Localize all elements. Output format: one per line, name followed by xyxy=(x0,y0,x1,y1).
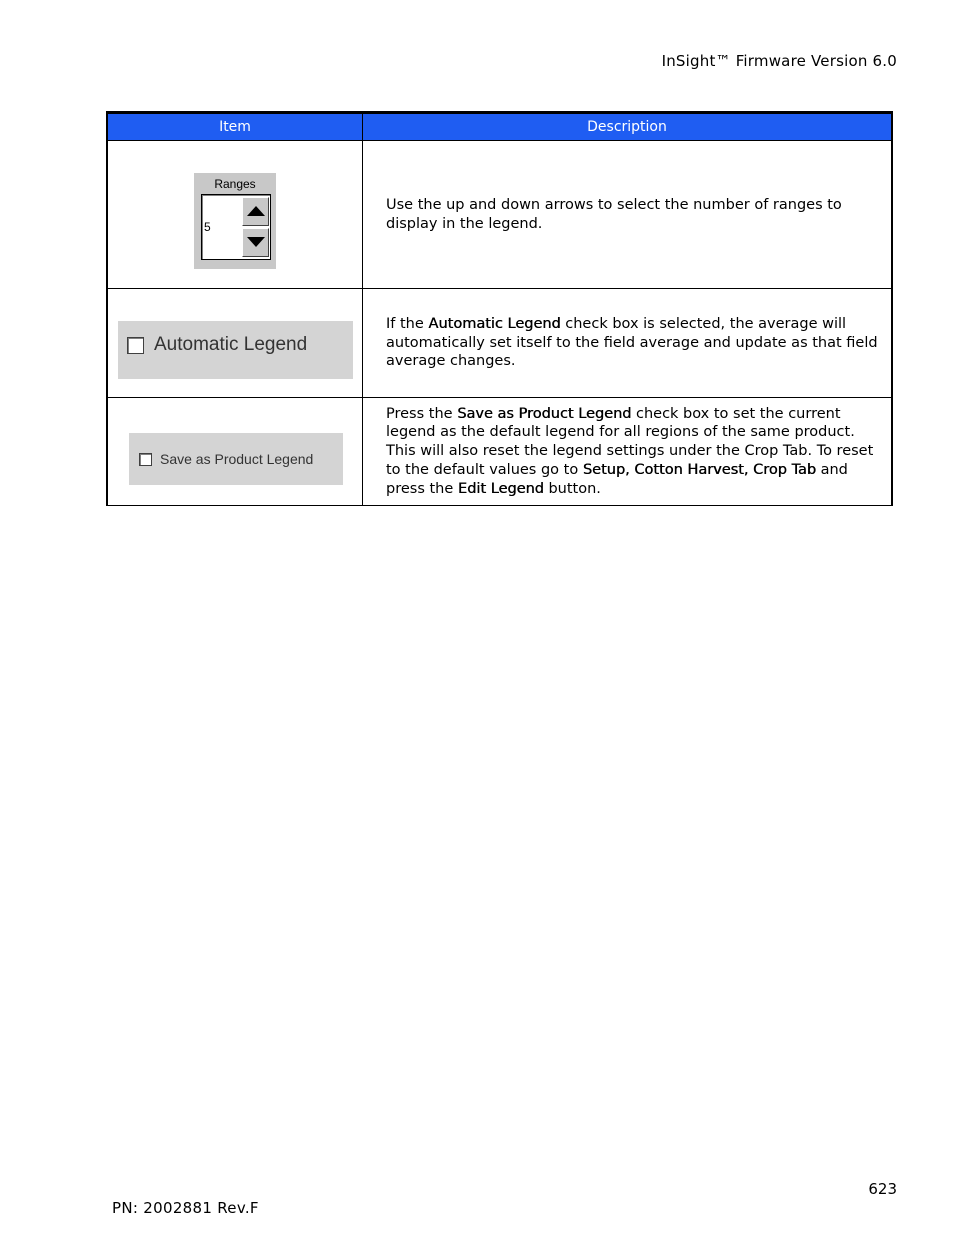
ranges-down-button[interactable] xyxy=(242,228,269,257)
checkbox-box[interactable] xyxy=(127,337,144,354)
table-row xyxy=(107,289,892,398)
ranges-value: 5 xyxy=(204,220,211,234)
part-number: PN: 2002881 Rev.F xyxy=(112,1199,259,1217)
description-emphasis: Save as Product Legend xyxy=(457,405,632,422)
automatic-legend-checkbox[interactable] xyxy=(118,321,353,379)
description-text: check box to set the current legend as the default legend for all regions of the same product. This will also reset the legend settings under the Crop Tab. To reset to the default values go to xyxy=(386,405,874,478)
column-header-description: Description xyxy=(363,113,893,141)
item-cell-automatic-legend xyxy=(107,289,363,398)
item-cell-save-product-legend xyxy=(107,398,363,506)
description-cell xyxy=(363,289,893,398)
arrow-down-icon xyxy=(247,237,265,247)
checkbox-box[interactable] xyxy=(139,453,152,466)
description-emphasis: Edit Legend xyxy=(457,480,544,497)
table-header-row xyxy=(107,113,892,141)
item-description-table xyxy=(106,111,893,506)
description-text: button. xyxy=(543,480,601,497)
page-header-title: InSight™ Firmware Version 6.0 xyxy=(661,52,897,70)
item-cell-ranges xyxy=(107,141,363,289)
description-emphasis: Setup, Cotton Harvest, Crop Tab xyxy=(582,461,816,478)
ranges-field[interactable] xyxy=(201,194,271,260)
checkbox-label: Automatic Legend xyxy=(154,334,308,355)
ranges-up-button[interactable] xyxy=(242,197,269,226)
description-cell xyxy=(363,141,893,289)
ranges-label: Ranges xyxy=(214,177,256,191)
arrow-up-icon xyxy=(247,206,265,216)
description-text: check box is selected, the average will automatically set itself to the field average and update as that field average changes. xyxy=(386,315,878,370)
column-header-item: Item xyxy=(107,113,363,141)
description-text: Press the xyxy=(386,405,458,422)
table-row xyxy=(107,398,892,506)
save-product-legend-checkbox[interactable] xyxy=(129,433,343,485)
description-emphasis: Automatic Legend xyxy=(428,315,561,332)
page-number: 623 xyxy=(868,1180,897,1198)
description-cell xyxy=(363,398,893,506)
ranges-spinner[interactable] xyxy=(194,173,276,269)
description-text: and press the xyxy=(386,461,848,497)
description-text: If the xyxy=(386,315,429,332)
table-row xyxy=(107,141,892,289)
checkbox-label: Save as Product Legend xyxy=(160,451,314,467)
description-text: Use the up and down arrows to select the number of ranges to display in the legend. xyxy=(386,196,842,232)
